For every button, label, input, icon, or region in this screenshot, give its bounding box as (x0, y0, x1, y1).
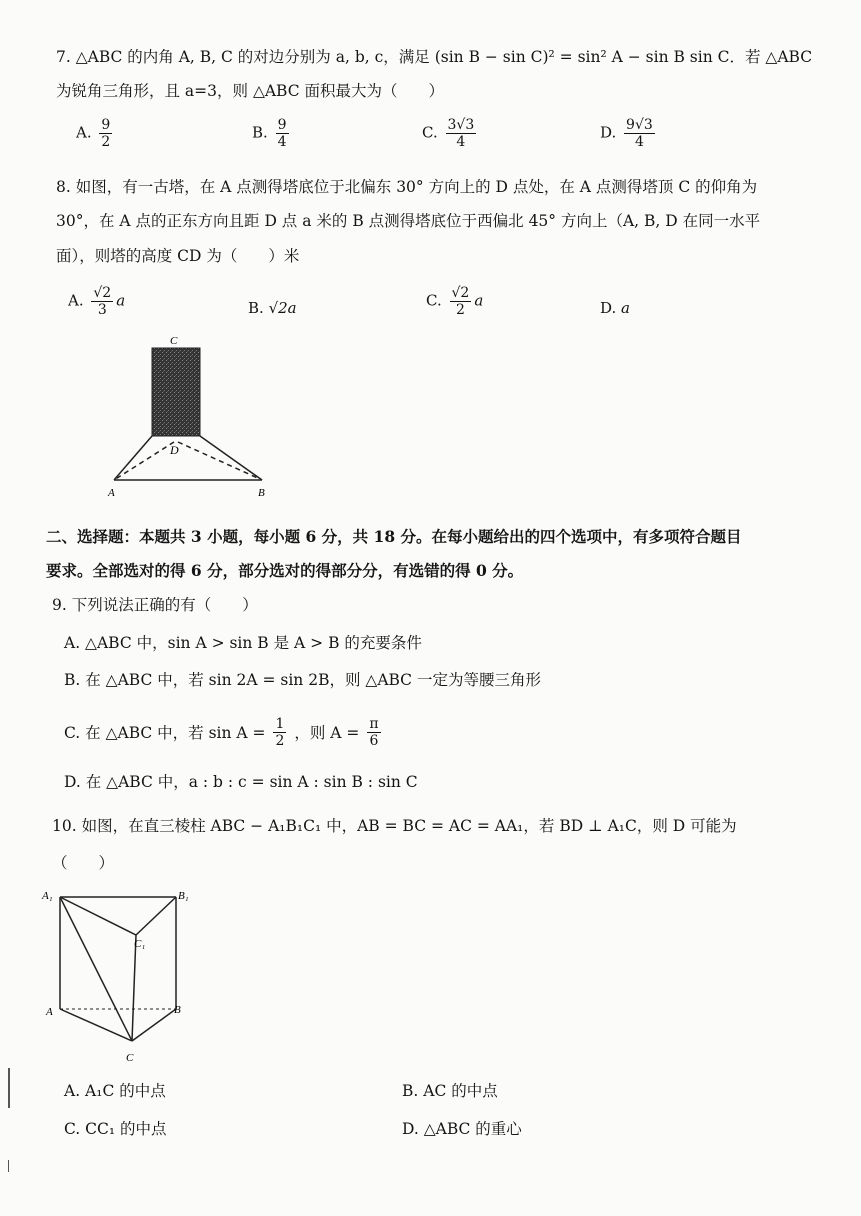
q9-option-c (64, 716, 384, 749)
prism-figure (40, 885, 200, 1065)
scan-margin-mark (8, 1160, 9, 1172)
fraction (450, 285, 472, 318)
label-a: A (46, 1006, 53, 1018)
option-text: √2a (268, 299, 297, 317)
edge-ac (60, 1009, 132, 1041)
fraction-tail: a (116, 291, 126, 310)
q8-option-d (600, 297, 630, 319)
q10-option-d: D. △ABC 的重心 (402, 1120, 522, 1138)
q7-stem-line2: 为锐角三角形，且 a=3，则 △ABC 面积最大为（ ） (56, 82, 445, 100)
label-c: C (170, 335, 178, 347)
label-d: D (170, 443, 179, 457)
q8-option-c (426, 285, 483, 318)
option-c-text: C. 在 △ABC 中，若 sin A = (64, 723, 266, 742)
numerator: 9 (101, 117, 111, 133)
q8-option-a (68, 285, 125, 318)
line-ac (114, 436, 152, 480)
fraction (367, 716, 380, 749)
label-b: B (174, 1004, 181, 1016)
option-label: B. (248, 299, 264, 317)
fraction (624, 117, 655, 150)
tower-figure (100, 330, 280, 505)
denominator: 6 (369, 733, 379, 750)
denominator: 3 (97, 302, 107, 319)
option-label: A. (68, 291, 84, 310)
q9-option-b: B. 在 △ABC 中，若 sin 2A = sin 2B，则 △ABC 一定为等腰三角形 (64, 671, 541, 689)
label-a: A (108, 487, 115, 499)
q8-stem-line2: 30°，在 A 点的正东方向且距 D 点 a 米的 B 点测得塔底位于西偏北 45° 方向上（A, B, D 在同一水平 (56, 212, 761, 230)
label-c: C (126, 1052, 134, 1064)
denominator: 2 (275, 733, 285, 750)
q8-stem-line3: 面），则塔的高度 CD 为（ ）米 (56, 247, 300, 265)
q7-option-d (600, 117, 658, 150)
q7-option-c (422, 117, 479, 150)
q9-option-a: A. △ABC 中，sin A > sin B 是 A > B 的充要条件 (64, 634, 422, 652)
option-label: D. (600, 299, 617, 317)
line-bd-dashed (178, 442, 262, 480)
edge-a1c1 (60, 897, 136, 935)
edge-bc (132, 1009, 176, 1041)
line-ad-dashed (114, 442, 174, 480)
numerator: √2 (93, 285, 112, 301)
q7-option-b (252, 117, 292, 150)
numerator: 3√3 (447, 117, 475, 133)
fraction (273, 716, 286, 749)
option-label: C. (426, 291, 442, 310)
edge-b1c1 (136, 897, 176, 935)
q10-option-a: A. A₁C 的中点 (64, 1082, 166, 1100)
numerator: 1 (275, 716, 285, 732)
q10-option-b: B. AC 的中点 (402, 1082, 498, 1100)
option-text: a (621, 299, 630, 317)
q7-stem-line1: 7. △ABC 的内角 A, B, C 的对边分别为 a, b, c，满足 (sin B − sin C)² = sin² A − sin B sin C．若 △ABC (56, 48, 813, 66)
edge-cc1 (132, 935, 136, 1041)
label-b1: B₁ (178, 890, 189, 902)
label-b: B (258, 487, 265, 499)
numerator: 9 (277, 117, 287, 133)
denominator: 4 (456, 134, 466, 151)
tower-shape (152, 348, 200, 436)
denominator: 2 (101, 134, 111, 151)
denominator: 2 (455, 302, 465, 319)
q10-option-c: C. CC₁ 的中点 (64, 1120, 167, 1138)
numerator: 9√3 (626, 117, 653, 133)
option-label: D. (600, 123, 617, 142)
section2-heading-line2: 要求。全部选对的得 6 分，部分选对的得部分分，有选错的得 0 分。 (46, 561, 524, 580)
q9-stem: 9. 下列说法正确的有（ ） (52, 596, 258, 614)
fraction (99, 117, 112, 150)
label-a1: A₁ (42, 890, 53, 902)
q7-option-a (76, 117, 115, 150)
q10-stem-line1: 10. 如图，在直三棱柱 ABC − A₁B₁C₁ 中，AB = BC = AC = AA₁，若 BD ⊥ A₁C，则 D 可能为 (52, 817, 737, 835)
q8-option-b (248, 297, 297, 319)
denominator: 4 (634, 134, 644, 151)
option-label: B. (252, 123, 268, 142)
option-label: A. (76, 123, 92, 142)
q9-option-d: D. 在 △ABC 中，a : b : c = sin A : sin B : sin C (64, 773, 418, 791)
fraction (276, 117, 289, 150)
label-c1: C₁ (134, 938, 146, 950)
fraction (91, 285, 113, 318)
q10-stem-line2: （ ） (52, 854, 115, 872)
numerator: √2 (451, 285, 470, 301)
scan-margin-mark (8, 1068, 10, 1108)
section2-heading-line1: 二、选择题：本题共 3 小题，每小题 6 分，共 18 分。在每小题给出的四个选项中，有多项符合题目 (46, 527, 742, 546)
q8-stem-line1: 8. 如图，有一古塔，在 A 点测得塔底位于北偏东 30° 方向上的 D 点处，在 A 点测得塔顶 C 的仰角为 (56, 178, 758, 196)
segment-a1c (60, 897, 132, 1041)
fraction (446, 117, 477, 150)
line-bc (200, 436, 262, 480)
option-label: C. (422, 123, 438, 142)
fraction-tail: a (474, 291, 484, 310)
denominator: 4 (277, 134, 287, 151)
numerator: π (369, 716, 379, 732)
option-c-text-mid: ，则 A = (294, 723, 360, 742)
